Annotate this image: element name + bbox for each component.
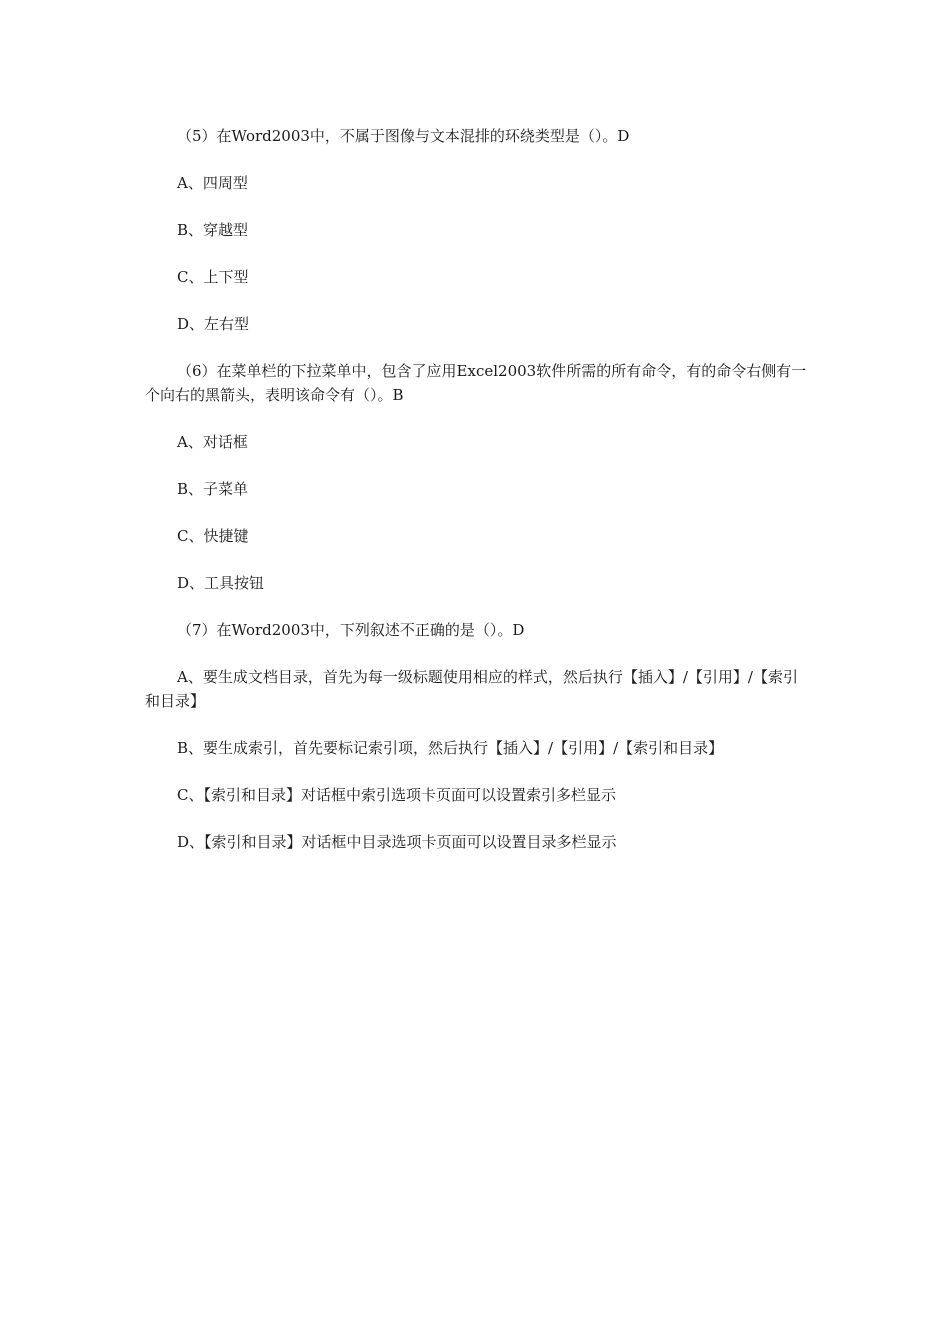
option-c: C、快捷键: [177, 527, 249, 545]
option-d: D、【索引和目录】对话框中目录选项卡页面可以设置目录多栏显示: [177, 833, 617, 851]
option-d: D、左右型: [177, 315, 250, 333]
option-d: D、工具按钮: [177, 574, 265, 592]
question-5: [145, 124, 810, 336]
option-c: C、【索引和目录】对话框中索引选项卡页面可以设置索引多栏显示: [177, 786, 616, 804]
option-b: B、要生成索引，首先要标记索引项，然后执行【插入】/【引用】/【索引和目录】: [177, 739, 724, 757]
option-b: B、子菜单: [177, 480, 249, 498]
option-c: C、上下型: [177, 268, 249, 286]
question-stem: （5）在Word2003中，不属于图像与文本混排的环绕类型是（）。D: [177, 127, 630, 145]
option-a: A、对话框: [177, 433, 248, 451]
option-a: A、四周型: [177, 174, 248, 192]
question-7: [145, 618, 810, 854]
question-6: [145, 359, 810, 595]
document-page: [145, 124, 810, 877]
option-a: A、要生成文档目录，首先为每一级标题使用相应的样式，然后执行【插入】/【引用】/【索引和目录】: [145, 668, 798, 710]
question-stem: （6）在菜单栏的下拉菜单中，包含了应用Excel2003软件所需的所有命令，有的命令右侧有一个向右的黑箭头，表明该命令有（）。B: [145, 362, 807, 404]
option-b: B、穿越型: [177, 221, 249, 239]
question-stem: （7）在Word2003中，下列叙述不正确的是（）。D: [177, 621, 525, 639]
